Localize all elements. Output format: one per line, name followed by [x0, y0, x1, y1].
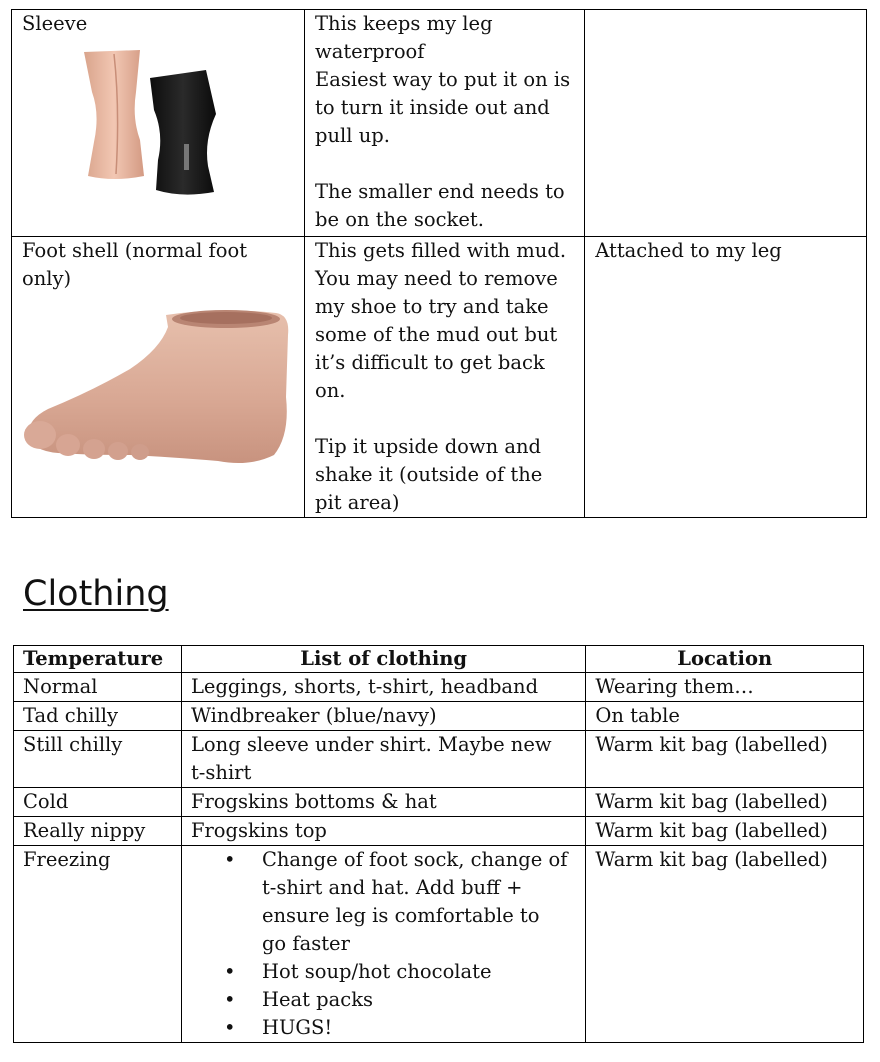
table-row: [12, 237, 867, 518]
description-line: Tip it upside down and: [315, 435, 542, 458]
item-cell: [12, 10, 305, 237]
clothing-cell: [181, 731, 585, 788]
paragraph-gap: [315, 405, 576, 433]
description-line: pit area): [315, 491, 400, 514]
section-heading: Clothing: [23, 574, 169, 614]
bullet-line: • Change of foot sock, change of: [261, 848, 568, 871]
bullet-line: • Hot soup/hot chocolate: [261, 960, 492, 983]
description-line: shake it (outside of the: [315, 463, 543, 486]
description-line: my shoe to try and take: [315, 295, 549, 318]
list-item: [191, 846, 579, 958]
list-item: [191, 986, 579, 1014]
item-name: Sleeve: [22, 12, 88, 35]
list-item: [191, 958, 579, 986]
table-row: [12, 10, 867, 237]
bullet-line: go faster: [261, 932, 350, 955]
bullet-line: ensure leg is comfortable to: [261, 904, 540, 927]
bullet-line: • Heat packs: [261, 988, 374, 1011]
location-cell: Warm kit bag (labelled): [586, 817, 864, 846]
bullet-list: [191, 846, 579, 1042]
temperature-cell: Cold: [14, 788, 182, 817]
bullet-line: • HUGS!: [261, 1016, 333, 1039]
equipment-table: [11, 9, 867, 518]
paragraph-gap: [315, 150, 576, 178]
table-row: [14, 846, 864, 1043]
temperature-cell: Still chilly: [14, 731, 182, 788]
description-line: This gets filled with mud.: [315, 239, 567, 262]
bullet-line: t-shirt and hat. Add buff +: [261, 876, 523, 899]
temperature-cell: Normal: [14, 673, 182, 702]
knee-sleeve-image: [66, 48, 266, 198]
description-line: The smaller end needs to: [315, 180, 565, 203]
table-row: [14, 702, 864, 731]
description-line: pull up.: [315, 124, 390, 147]
description-line: some of the mud out but: [315, 323, 558, 346]
clothing-cell: Leggings, shorts, t-shirt, headband: [181, 673, 585, 702]
column-header: Temperature: [14, 646, 182, 673]
description-line: This keeps my leg: [315, 12, 493, 35]
clothing-line: Long sleeve under shirt. Maybe new: [190, 733, 552, 756]
table-row: [14, 673, 864, 702]
description-cell: [305, 10, 585, 237]
description-cell: [305, 237, 585, 518]
item-cell: [12, 237, 305, 518]
description-line: waterproof: [315, 40, 425, 63]
table-row: [14, 788, 864, 817]
location-cell: [585, 10, 867, 237]
list-item: [191, 1014, 579, 1042]
location-cell: Warm kit bag (labelled): [586, 731, 864, 788]
column-header: List of clothing: [181, 646, 585, 673]
description-line: to turn it inside out and: [315, 96, 550, 119]
clothing-cell: Frogskins bottoms & hat: [181, 788, 585, 817]
description-line: on.: [315, 379, 346, 402]
clothing-cell: [181, 846, 585, 1043]
clothing-cell: Frogskins top: [181, 817, 585, 846]
temperature-cell: Freezing: [14, 846, 182, 1043]
column-header: Location: [586, 646, 864, 673]
clothing-line: t-shirt: [190, 761, 252, 784]
description-line: it’s difficult to get back: [315, 351, 545, 374]
location-cell: Warm kit bag (labelled): [586, 846, 864, 1043]
location-cell: Warm kit bag (labelled): [586, 788, 864, 817]
table-header-row: [14, 646, 864, 673]
item-name: only): [22, 267, 72, 290]
foot-shell-image: [20, 305, 296, 475]
location-cell: [585, 237, 867, 518]
item-name: Foot shell (normal foot: [22, 239, 248, 262]
table-row: [14, 817, 864, 846]
description-line: You may need to remove: [315, 267, 558, 290]
table-row: [14, 731, 864, 788]
description-line: Easiest way to put it on is: [315, 68, 571, 91]
location-cell: Wearing them…: [586, 673, 864, 702]
description-line: be on the socket.: [315, 208, 484, 231]
location-cell: On table: [586, 702, 864, 731]
clothing-cell: Windbreaker (blue/navy): [181, 702, 585, 731]
clothing-table: [13, 645, 864, 1043]
location-text: Attached to my leg: [595, 239, 782, 262]
temperature-cell: Tad chilly: [14, 702, 182, 731]
temperature-cell: Really nippy: [14, 817, 182, 846]
